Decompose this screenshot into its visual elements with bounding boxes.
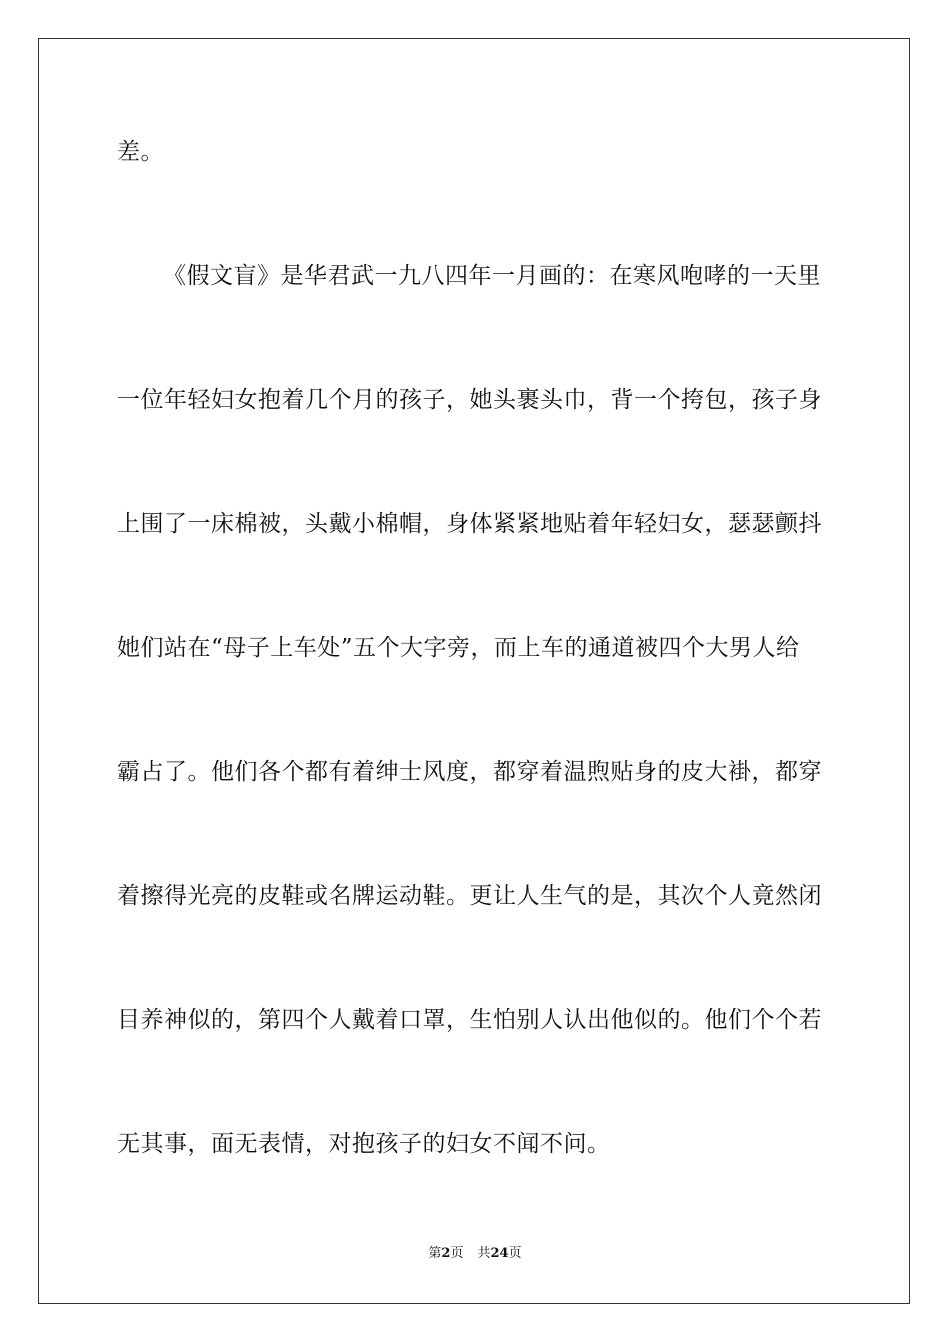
text-line-3: 一位年轻妇女抱着几个月的孩子，她头裹头巾，背一个挎包，孩子身 bbox=[117, 387, 822, 413]
page-number: 2 bbox=[441, 1246, 451, 1261]
text-line-6: 霸占了。他们各个都有着绅士风度，都穿着温煦贴身的皮大褂，都穿 bbox=[117, 759, 822, 785]
total-pages: 24 bbox=[490, 1246, 509, 1261]
text-line-5: 她们站在“母子上车处”五个大字旁，而上车的通道被四个大男人给 bbox=[117, 635, 800, 661]
page-suffix: 页 bbox=[450, 1246, 464, 1261]
paragraph-first-line: 《假文盲》是华君武一九八四年一月画的：在寒风咆哮的一天里 bbox=[163, 263, 821, 289]
total-prefix: 共 bbox=[477, 1246, 491, 1261]
text-line-1: 差。 bbox=[117, 139, 164, 165]
page-footer bbox=[0, 1245, 950, 1263]
text-line-4: 上围了一床棉被，头戴小棉帽，身体紧紧地贴着年轻妇女，瑟瑟颤抖 bbox=[117, 511, 822, 537]
text-line-9: 无其事，面无表情，对抱孩子的妇女不闻不问。 bbox=[117, 1131, 611, 1157]
page-border bbox=[38, 38, 910, 1304]
page-prefix: 第 bbox=[428, 1246, 442, 1261]
text-line-7: 着擦得光亮的皮鞋或名牌运动鞋。更让人生气的是，其次个人竟然闭 bbox=[117, 883, 822, 909]
text-line-8: 目养神似的，第四个人戴着口罩，生怕别人认出他似的。他们个个若 bbox=[117, 1007, 822, 1033]
total-suffix: 页 bbox=[508, 1246, 522, 1261]
